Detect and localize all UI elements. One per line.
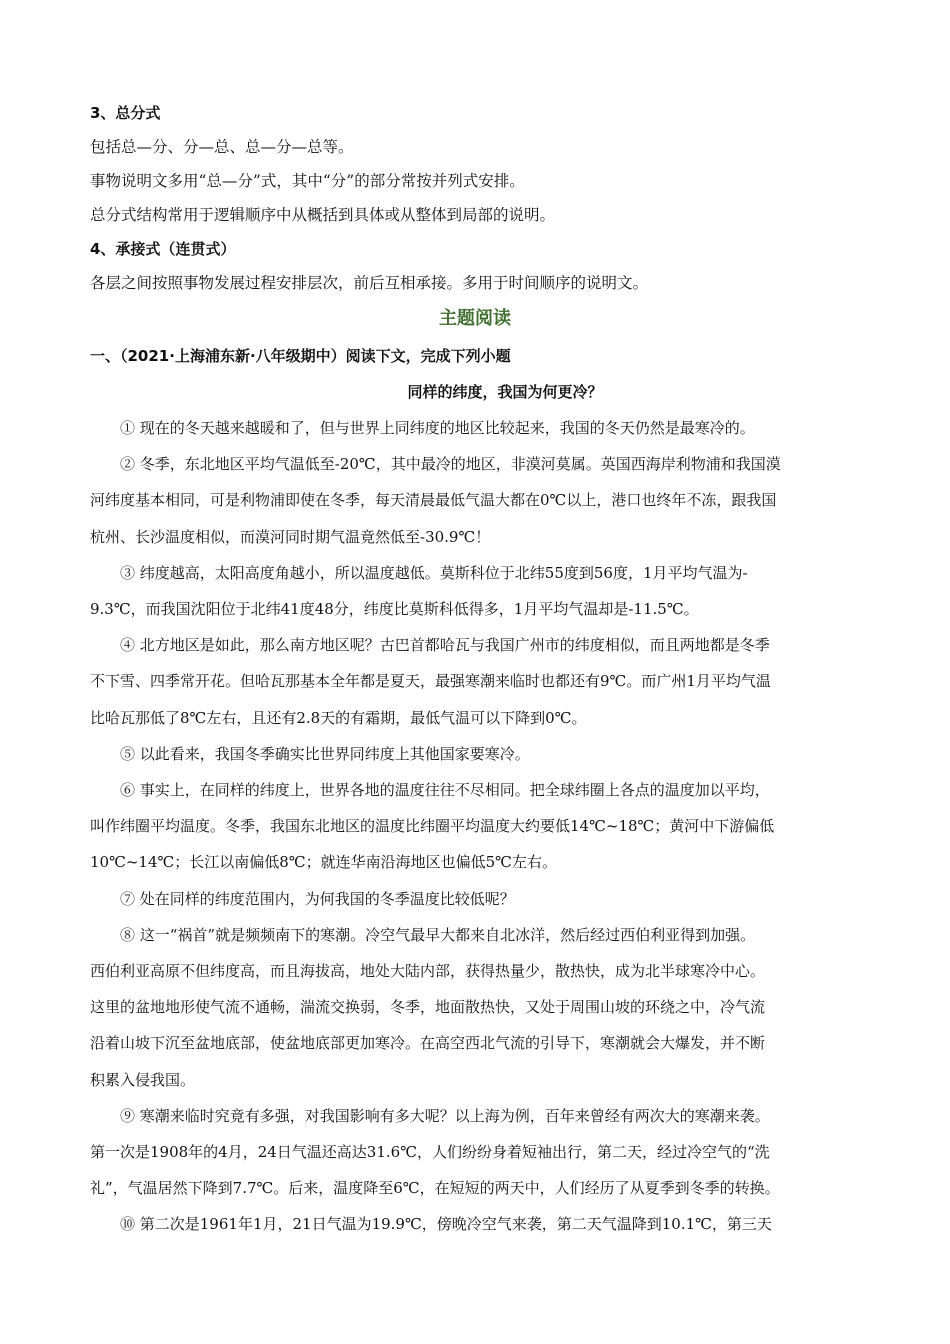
paragraph-line: 沿着山坡下沉至盆地底部，使盆地底部更加寒冷。在高空西北气流的引导下，寒潮就会大爆发，并不断	[90, 1034, 766, 1053]
article-paragraph	[90, 1098, 860, 1207]
heading-4: 4、承接式（连贯式）	[90, 240, 236, 258]
paragraph-line: ⑩ 第二次是1961年1月，21日气温为19.9℃，傍晚冷空气来袭，第二天气温降到10.1℃，第三天	[120, 1215, 772, 1234]
paragraph-line: ⑦ 处在同样的纬度范围内，为何我国的冬季温度比较低呢？	[120, 889, 515, 908]
paragraph-line: 礼”，气温居然下降到7.7℃。后来，温度降至6℃，在短短的两天中，人们经历了从夏季到冬季的转换。	[90, 1179, 780, 1198]
paragraph-line: 积累入侵我国。	[90, 1070, 196, 1089]
article-paragraph	[90, 772, 860, 881]
heading-3: 3、总分式	[90, 104, 161, 122]
paragraph-line: ② 冬季，东北地区平均气温低至-20℃，其中最冷的地区，非漠河莫属。英国西海岸利物浦和我国漠	[120, 455, 781, 474]
question-heading: 一、（2021·上海浦东新·八年级期中）阅读下文，完成下列小题	[90, 347, 511, 365]
paragraph-line: ⑥ 事实上，在同样的纬度上，世界各地的温度往往不尽相同。把全球纬圈上各点的温度加以平均，	[120, 781, 770, 800]
article-paragraph	[90, 736, 860, 772]
paragraph-line: 杭州、长沙温度相似，而漠河同时期气温竟然低至-30.9℃！	[90, 527, 491, 546]
paragraph-line: ⑨ 寒潮来临时究竟有多强，对我国影响有多大呢？以上海为例，百年来曾经有两次大的寒潮来袭。	[120, 1106, 770, 1125]
document-page	[90, 96, 860, 1243]
paragraph-line: ⑤ 以此看来，我国冬季确实比世界同纬度上其他国家要寒冷。	[120, 744, 530, 763]
intro-line-3: 总分式结构常用于逻辑顺序中从概括到具体或从整体到局部的说明。	[90, 206, 556, 224]
paragraph-line: 9.3℃，而我国沈阳位于北纬41度48分，纬度比莫斯科低得多，1月平均气温却是-11.5℃。	[90, 600, 699, 619]
paragraph-line: 不下雪、四季常开花。但哈瓦那基本全年都是夏天，最强寒潮来临时也都还有9℃。而广州1月平均气温	[90, 672, 771, 691]
paragraph-line: 这里的盆地地形使气流不通畅，湍流交换弱，冬季，地面散热快，又处于周围山坡的环绕之中，冷气流	[90, 998, 766, 1017]
paragraph-line: ① 现在的冬天越来越暖和了，但与世界上同纬度的地区比较起来，我国的冬天仍然是最寒冷的。	[120, 419, 755, 437]
article-paragraph	[90, 446, 860, 555]
paragraph-line: ④ 北方地区是如此，那么南方地区呢？古巴首都哈瓦与我国广州市的纬度相似，而且两地都是冬季	[120, 636, 770, 655]
article-body	[90, 410, 860, 1243]
article-paragraph	[90, 881, 860, 917]
article-paragraph	[90, 410, 860, 446]
paragraph-line: 10℃~14℃；长江以南偏低8℃；就连华南沿海地区也偏低5℃左右。	[90, 853, 557, 872]
paragraph-line: ⑧ 这一“祸首”就是频频南下的寒潮。冷空气最早大都来自北冰洋，然后经过西伯利亚得到加强。	[120, 925, 756, 944]
article-paragraph	[90, 627, 860, 736]
paragraph-line: 西伯利亚高原不但纬度高，而且海拔高，地处大陆内部，获得热量少，散热快，成为北半球寒冷中心。	[90, 962, 766, 981]
article-paragraph	[90, 1206, 860, 1242]
intro-line-1: 包括总—分、分—总、总—分—总等。	[90, 138, 354, 156]
paragraph-line: 第一次是1908年的4月，24日气温还高达31.6℃，人们纷纷身着短袖出行，第二天，经过冷空气的“洗	[90, 1143, 770, 1162]
intro-line-4: 各层之间按照事物发展过程安排层次，前后互相承接。多用于时间顺序的说明文。	[90, 274, 649, 292]
article-title: 同样的纬度，我国为何更冷？	[407, 383, 603, 401]
paragraph-line: ③ 纬度越高，太阳高度角越小，所以温度越低。莫斯科位于北纬55度到56度，1月平均气温为-	[120, 563, 748, 582]
article-paragraph	[90, 917, 860, 1098]
theme-title: 主题阅读	[439, 308, 511, 329]
paragraph-line: 比哈瓦那低了8℃左右，且还有2.8天的有霜期，最低气温可以下降到0℃。	[90, 708, 587, 727]
paragraph-line: 叫作纬圈平均温度。冬季，我国东北地区的温度比纬圈平均温度大约要低14℃~18℃；黄河中下游偏低	[90, 817, 775, 836]
intro-line-2: 事物说明文多用“总—分”式，其中“分”的部分常按并列式安排。	[90, 172, 525, 190]
article-paragraph	[90, 555, 860, 627]
paragraph-line: 河纬度基本相同，可是利物浦即使在冬季，每天清晨最低气温大都在0℃以上，港口也终年不冻，跟我国	[90, 491, 777, 510]
